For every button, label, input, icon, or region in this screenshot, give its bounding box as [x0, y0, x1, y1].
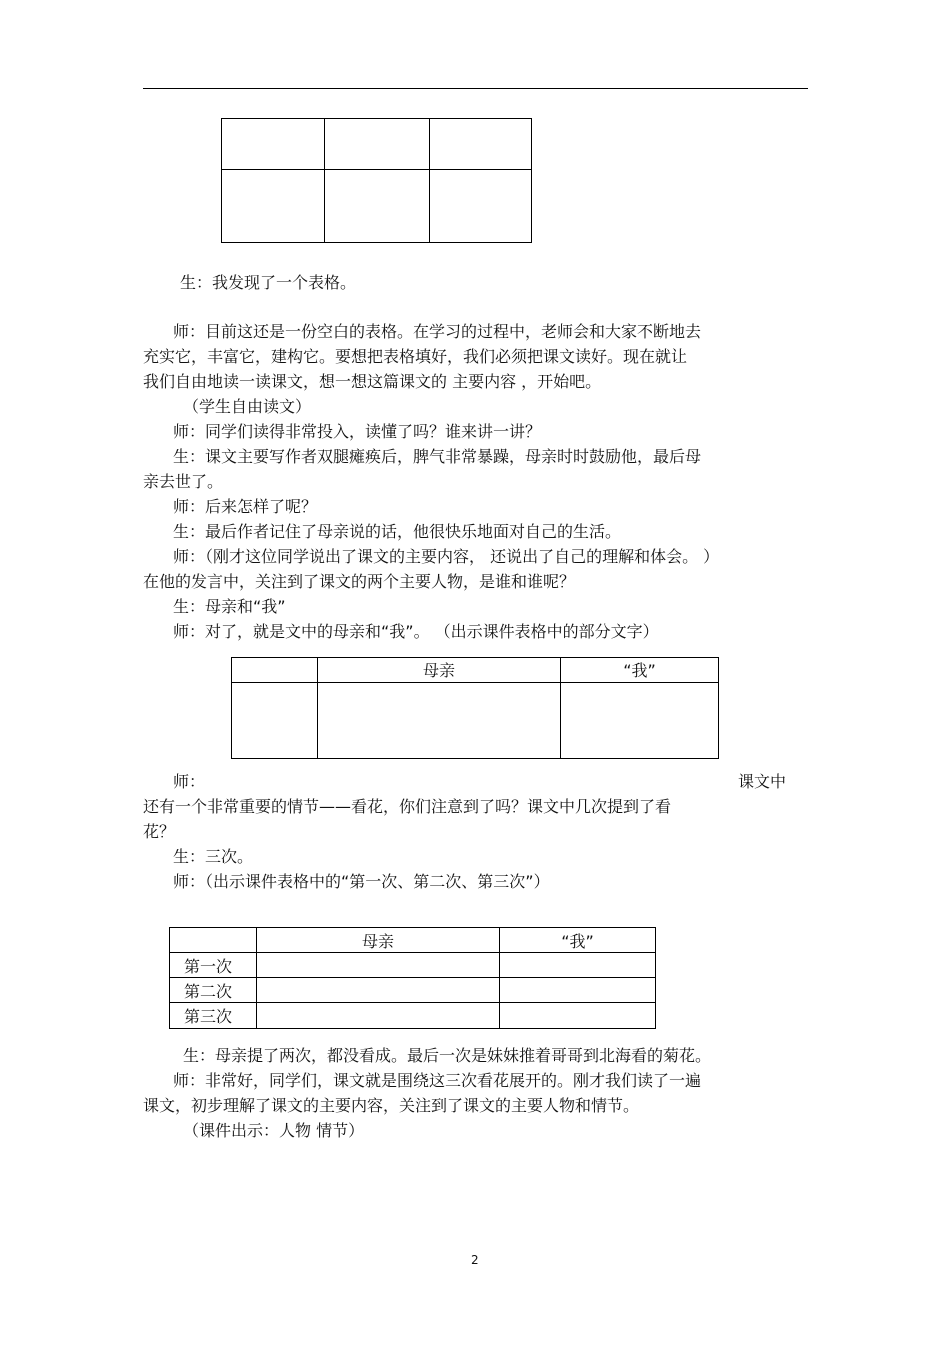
table-cell — [257, 978, 500, 1003]
header-mother: 母亲 — [318, 658, 561, 683]
table-cell — [257, 1003, 500, 1029]
text-line: 课文中 — [738, 772, 787, 791]
text-line: 生：课文主要写作者双腿瘫痪后，脾气非常暴躁，母亲时时鼓励他，最后母 — [173, 447, 702, 466]
page-number: 2 — [471, 1253, 479, 1267]
header-mother: 母亲 — [257, 928, 500, 953]
table-cell — [222, 170, 325, 243]
row-label: 第三次 — [170, 1003, 257, 1029]
row-label: 第二次 — [170, 978, 257, 1003]
text-line: 充实它，丰富它，建构它。要想把表格填好，我们必须把课文读好。现在就让 — [143, 347, 688, 366]
blank-table — [221, 118, 532, 243]
table-cell — [222, 119, 325, 170]
text-line: 课文，初步理解了课文的主要内容，关注到了课文的主要人物和情节。 — [143, 1096, 640, 1115]
table-cell — [500, 978, 656, 1003]
text-line: 生：三次。 — [173, 847, 254, 866]
table-cell — [561, 683, 719, 759]
table-cell — [170, 928, 257, 953]
row-label: 第一次 — [170, 953, 257, 978]
text-line: 在他的发言中，关注到了课文的两个主要人物，是谁和谁呢？ — [143, 572, 576, 591]
text-line: （课件出示：人物 情节） — [183, 1121, 365, 1140]
text-line: 师：后来怎样了呢？ — [173, 497, 318, 516]
table-cell — [318, 683, 561, 759]
table-cell — [232, 683, 318, 759]
text-line: 师：（出示课件表格中的“第一次、第二次、第三次”） — [173, 872, 550, 891]
header-me: “我” — [561, 658, 719, 683]
text-line: 生：母亲和“我” — [173, 597, 286, 616]
text-line: 花？ — [143, 822, 176, 841]
text-line: 师： — [173, 772, 206, 791]
text-line: 师：非常好，同学们，课文就是围绕这三次看花展开的。刚才我们读了一遍 — [173, 1071, 702, 1090]
text-line: 师：（刚才这位同学说出了课文的主要内容， 还说出了自己的理解和体会。 ） — [173, 547, 720, 566]
text-line: 师：目前这还是一份空白的表格。在学习的过程中，老师会和大家不断地去 — [173, 322, 702, 341]
text-line: （学生自由读文） — [183, 397, 312, 416]
text-line: 亲去世了。 — [143, 472, 224, 491]
header-me: “我” — [500, 928, 656, 953]
text-line: 还有一个非常重要的情节——看花，你们注意到了吗？课文中几次提到了看 — [143, 797, 672, 816]
text-line: 我们自由地读一读课文，想一想这篇课文的 主要内容 ，开始吧。 — [143, 372, 602, 391]
table-cell — [325, 170, 430, 243]
table-cell — [257, 953, 500, 978]
text-line: 生：最后作者记住了母亲说的话，他很快乐地面对自己的生活。 — [173, 522, 622, 541]
text-line: 师：对了，就是文中的母亲和“我”。 （出示课件表格中的部分文字） — [173, 622, 659, 641]
text-line: 师：同学们读得非常投入，读懂了吗？谁来讲一讲？ — [173, 422, 542, 441]
viewing-table — [169, 927, 656, 1029]
text-line: 生：我发现了一个表格。 — [180, 273, 357, 292]
table-cell — [430, 119, 532, 170]
table-cell — [500, 1003, 656, 1029]
mother-me-table — [231, 657, 719, 759]
table-cell — [232, 658, 318, 683]
text-line: 生：母亲提了两次，都没看成。最后一次是妹妹推着哥哥到北海看的菊花。 — [183, 1046, 712, 1065]
table-cell — [325, 119, 430, 170]
header-rule — [143, 88, 808, 89]
table-cell — [430, 170, 532, 243]
table-cell — [500, 953, 656, 978]
